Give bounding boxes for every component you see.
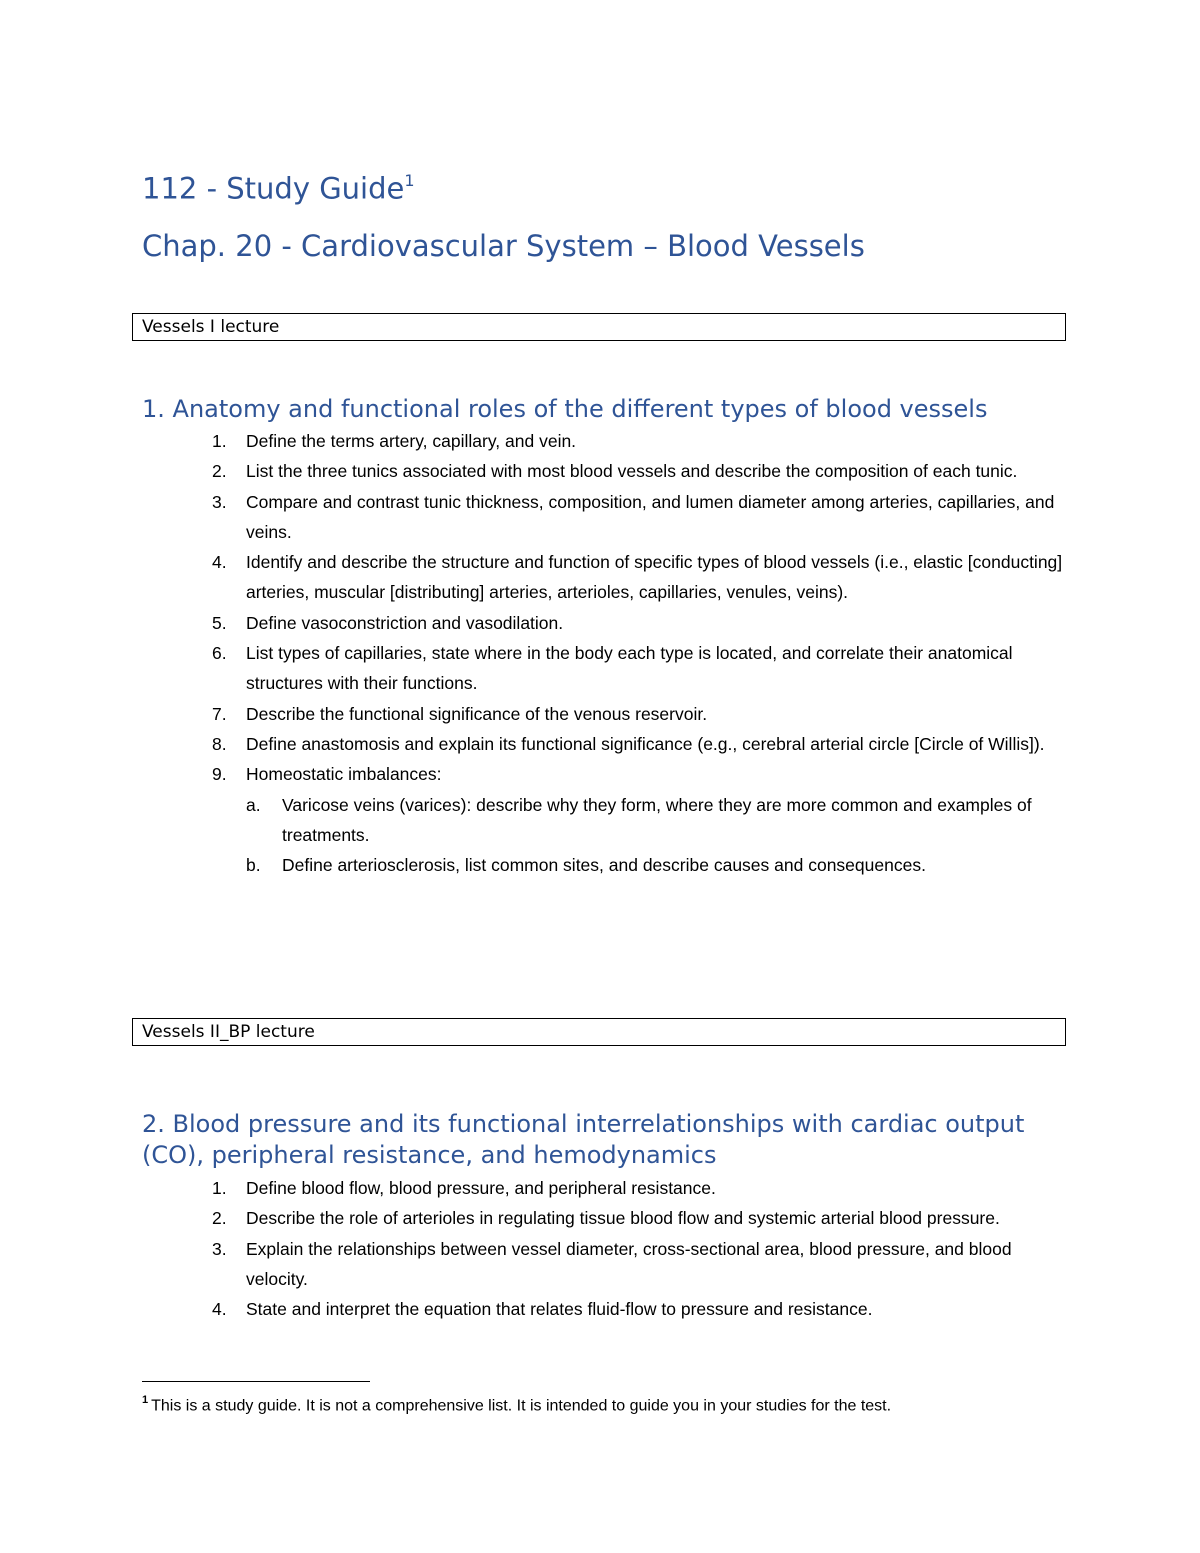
list-item [0,759,1066,880]
item-number: 3. [212,491,227,512]
list-item [0,638,1066,699]
list-item [0,1203,1066,1233]
item-number: 5. [212,612,227,633]
homeostatic-imbalances-sublist [246,790,1066,881]
item-text: Homeostatic imbalances: [246,764,442,785]
list-item [0,608,1066,638]
item-text: Compare and contrast tunic thickness, composition, and lumen diameter among arteries, capillaries, and veins. [246,491,1055,542]
sub-item-text: Varicose veins (varices): describe why they form, where they are more common and examples of treatments. [282,794,1032,845]
list-item [0,487,1066,548]
section-heading-1: 1. Anatomy and functional roles of the different types of blood vessels [142,395,988,423]
item-text: Explain the relationships between vessel diameter, cross-sectional area, blood pressure, and blood velocity. [246,1238,1012,1289]
list-item [0,699,1066,729]
item-text: State and interpret the equation that relates fluid-flow to pressure and resistance. [246,1299,873,1320]
sub-item-letter: a. [246,794,261,815]
section-heading-2: 2. Blood pressure and its functional interrelationships with cardiac output (CO), peripheral resistance, and hemodynamics [142,1110,1025,1169]
item-number: 1. [212,1178,227,1198]
item-number: 2. [212,1208,227,1229]
sub-list-item [246,790,1066,851]
list-item [0,1234,1066,1295]
item-text: Describe the functional significance of the venous reservoir. [246,703,708,724]
item-text: Define the terms artery, capillary, and vein. [246,431,577,451]
footnote [142,1390,891,1417]
item-number: 3. [212,1238,227,1259]
item-text: Define blood flow, blood pressure, and peripheral resistance. [246,1178,716,1198]
item-number: 7. [212,703,227,724]
page-title [142,166,415,206]
item-text: List types of capillaries, state where in the body each type is located, and correlate their anatomical structures with their functions. [246,643,1013,694]
item-number: 4. [212,552,227,573]
list-item [0,426,1066,456]
list-item [0,729,1066,759]
sub-list-item [246,850,1066,880]
item-text: Identify and describe the structure and function of specific types of blood vessels (i.e., elastic [conducting] arteries, muscular [distributing] arteries, arterioles, capillaries, venules, veins). [246,552,1063,603]
footnote-separator [142,1381,370,1382]
chapter-title: Chap. 20 - Cardiovascular System – Blood Vessels [142,229,865,263]
item-text: List the three tunics associated with most blood vessels and describe the composition of each tunic. [246,461,1018,482]
item-number: 2. [212,461,227,482]
item-text: Define vasoconstriction and vasodilation. [246,612,564,633]
section-2-objectives [0,1173,1066,1324]
footnote-mark: 1 [142,1394,149,1406]
item-number: 1. [212,431,227,451]
list-item [0,456,1066,486]
footnote-text: This is a study guide. It is not a comprehensive list. It is intended to guide you in your studies for the test. [151,1397,892,1415]
item-text: Define anastomosis and explain its functional significance (e.g., cerebral arterial circle [Circle of Willis]). [246,733,1045,754]
item-number: 9. [212,764,227,785]
list-item [0,547,1066,608]
sub-item-letter: b. [246,855,261,876]
item-number: 6. [212,643,227,664]
list-item [0,1173,1066,1203]
section-1-objectives [0,426,1066,880]
lecture-box-2: Vessels II_BP lecture [132,1018,1066,1046]
title-footnote-mark: 1 [404,171,415,190]
item-number: 4. [212,1299,227,1320]
item-number: 8. [212,733,227,754]
item-text: Describe the role of arterioles in regulating tissue blood flow and systemic arterial blood pressure. [246,1208,1000,1229]
page-title-text: 112 - Study Guide [142,171,405,206]
list-item [0,1294,1066,1324]
lecture-box-1: Vessels I lecture [132,313,1066,341]
sub-item-text: Define arteriosclerosis, list common sites, and describe causes and consequences. [282,855,926,876]
